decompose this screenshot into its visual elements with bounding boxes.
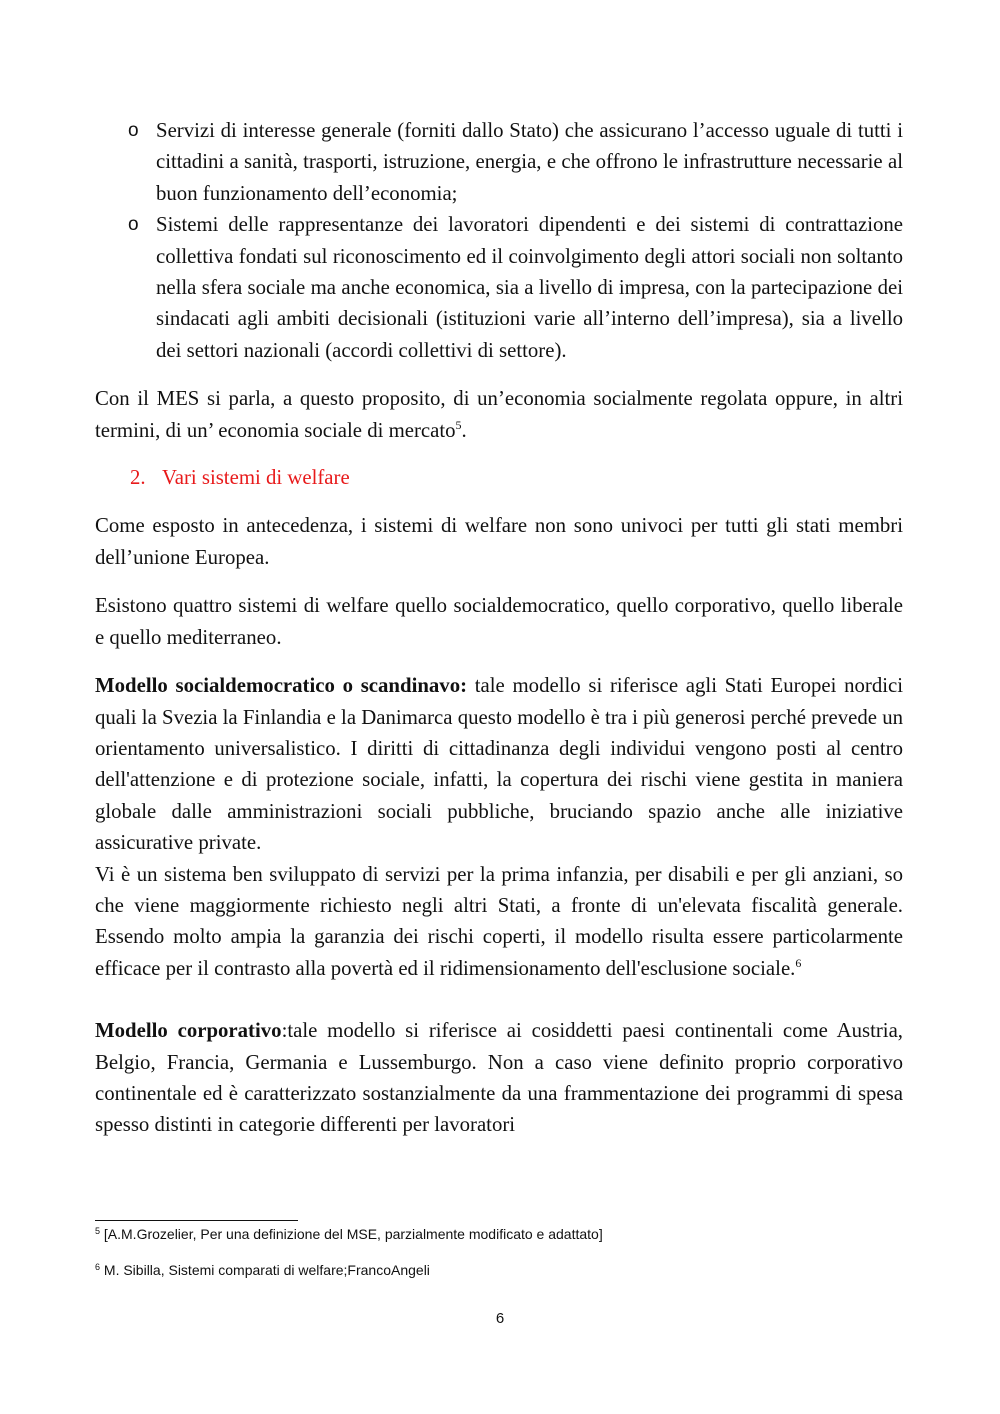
paragraph-corporate-model [95, 1015, 903, 1141]
list-item [95, 115, 903, 209]
footnote-number: 5 [95, 1226, 101, 1236]
scandinavian-services-text: Vi è un sistema ben sviluppato di servizi per la prima infanzia, per disabili e per gli anziani, so che viene maggiormente richiesto negli altri Stati, a fronte di un'elevata fiscalità generale. Essendo molto ampia la garanzia dei rischi coperti, il modello risulta essere particolarmente efficace per il contrasto alla povertà ed il ridimensionamento dell'esclusione sociale. [95, 862, 903, 980]
section-title: Vari sistemi di welfare [162, 466, 350, 490]
paragraph-scandinavian-model [95, 670, 903, 858]
footnote-5 [95, 1224, 903, 1244]
scandinavian-model-text: tale modello si riferisce agli Stati Europei nordici quali la Svezia la Finlandia e la Danimarca questo modello è tra i più generosi perché prevede un orientamento universalistico. I diritti di cittadinanza degli individui vengono posti al centro dell'attenzione e di protezione sociale, infatti, la copertura dei rischi viene gestita in maniera globale dalle amministrazioni sociali pubbliche, bruciando spazio anche alle iniziative assicurative private. [95, 674, 903, 855]
paragraph-mes-tail: . [461, 418, 467, 442]
footnotes [95, 1220, 903, 1296]
footnote-ref-5[interactable]: 5 [455, 417, 462, 432]
bullet-marker: o [128, 120, 139, 141]
paragraph-four-systems: Esistono quattro sistemi di welfare quello socialdemocratico, quello corporativo, quello liberale e quello mediterraneo. [95, 594, 903, 649]
section-number: 2. [130, 466, 146, 490]
footnote-6 [95, 1260, 903, 1280]
footnote-text: M. Sibilla, Sistemi comparati di welfare;FrancoAngeli [100, 1262, 430, 1278]
paragraph-mes-text: Con il MES si parla, a questo proposito, di un’economia socialmente regolata oppure, in altri termini, di un’ economia sociale di mercato [95, 387, 903, 442]
scandinavian-model-label: Modello socialdemocratico o scandinavo: [95, 674, 468, 698]
bullet-marker: o [128, 214, 139, 236]
bullet-text: Servizi di interesse generale (forniti dallo Stato) che assicurano l’accesso uguale di tutti i cittadini a sanità, trasporti, istruzione, energia, e che offrono le infrastrutture necessarie al buon funzionamento dell’economia; [156, 119, 903, 205]
footnote-text: [A.M.Grozelier, Per una definizione del MSE, parzialmente modificato e adattato] [100, 1226, 603, 1242]
section-heading [95, 462, 903, 493]
page-number: 6 [495, 1310, 505, 1327]
footnote-separator [95, 1220, 298, 1221]
list-item [95, 209, 903, 366]
bullet-text: Sistemi delle rappresentanze dei lavoratori dipendenti e dei sistemi di contrattazione collettiva fondati sul riconoscimento ed il coinvolgimento degli attori sociali non soltanto nella sfera sociale ma anche economica, sia a livello di impresa, con la partecipazione dei sindacati agli ambiti decisionali (istituzioni varie all’interno dell’impresa), sia a livello dei settori nazionali (accordi collettivi di settore). [156, 213, 903, 362]
corporate-model-text: :tale modello si riferisce ai cosiddetti paesi continentali come Austria, Belgio, Francia, Germania e Lussemburgo. Non a caso viene definito proprio corporativo continentale ed è caratterizzato sostanzialmente da una frammentazione dei programmi di spesa spesso distinti in categorie differenti per lavoratori [95, 1019, 903, 1137]
page-body [95, 115, 903, 1141]
corporate-model-label: Modello corporativo [95, 1019, 282, 1043]
paragraph-intro: Come esposto in antecedenza, i sistemi di welfare non sono univoci per tutti gli stati membri dell’unione Europea. [95, 514, 903, 569]
footnote-ref-6[interactable]: 6 [795, 955, 802, 970]
footnote-number: 6 [95, 1262, 101, 1272]
bullet-list [95, 115, 903, 366]
paragraph-scandinavian-services [95, 859, 903, 985]
paragraph-mes [95, 383, 903, 446]
